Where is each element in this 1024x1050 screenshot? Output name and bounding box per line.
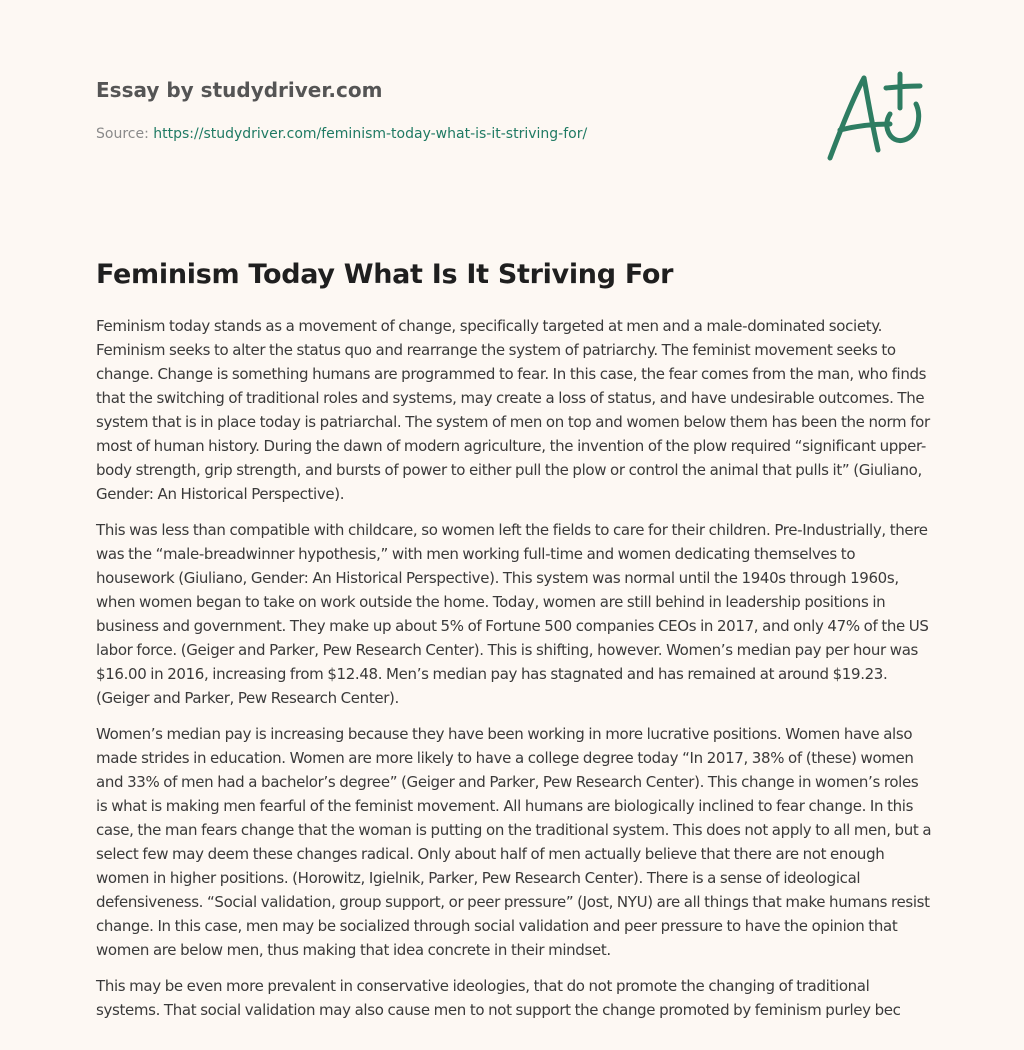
site-title: Essay by studydriver.com [96,78,383,102]
essay-title: Feminism Today What Is It Striving For [96,259,674,290]
a-plus-logo-icon [820,66,930,166]
source-label: Source: [96,126,154,142]
essay-paragraph: Women’s median pay is increasing because they have been working in more lucrative positions. Women have also made strides in education. Women are more likely to have a college degree today “In 2017, 38% of (these) women and 33% of men had a bachelor’s degree” (Geiger and Parker, Pew Research Center). This change in women’s roles is what is making men fearful of the feminist movement. All humans are biologically inclined to fear change. In this case, the man fears change that the woman is putting on the traditional system. This does not apply to all men, but a select few may deem these changes radical. Only about half of men actually believe that there are not enough women in higher positions. (Horowitz, Igielnik, Parker, Pew Research Center). There is a sense of ideological defensiveness. “Social validation, group support, or peer pressure” (Jost, NYU) are all things that make humans resist change. In this case, men may be socialized through social validation and peer pressure to have the opinion that women are below men, thus making that idea concrete in their mindset. [96,725,932,959]
source-link[interactable]: https://studydriver.com/feminism-today-what-is-it-striving-for/ [153,126,588,142]
essay-header [96,76,796,144]
essay-body [96,314,932,1034]
essay-paragraph: Feminism today stands as a movement of change, specifically targeted at men and a male-dominated society. Feminism seeks to alter the status quo and rearrange the system of patriarchy. The feminist movement seeks to change. Change is something humans are programmed to fear. In this case, the fear comes from the man, who finds that the switching of traditional roles and systems, may create a loss of status, and have undesirable outcomes. The system that is in place today is patriarchal. The system of men on top and women below them has been the norm for most of human history. During the dawn of modern agriculture, the invention of the plow required “significant upper-body strength, grip strength, and bursts of power to either pull the plow or control the animal that pulls it” (Giuliano, Gender: An Historical Perspective). [96,317,930,503]
source-line [96,124,796,144]
essay-paragraph: This was less than compatible with childcare, so women left the fields to care for their children. Pre-Industrially, there was the “male-breadwinner hypothesis,” with men working full-time and women dedicating themselves to housework (Giuliano, Gender: An Historical Perspective). This system was normal until the 1940s through 1960s, when women began to take on work outside the home. Today, women are still behind in leadership positions in business and government. They make up about 5% of Fortune 500 companies CEOs in 2017, and only 47% of the US labor force. (Geiger and Parker, Pew Research Center). This is shifting, however. Women’s median pay per hour was $16.00 in 2016, increasing from $12.48. Men’s median pay has stagnated and has remained at around $19.23. (Geiger and Parker, Pew Research Center). [96,521,929,707]
essay-paragraph: This may be even more prevalent in conservative ideologies, that do not promote the changing of traditional systems. That social validation may also cause men to not support the change promoted by feminism purley bec [96,977,901,1019]
